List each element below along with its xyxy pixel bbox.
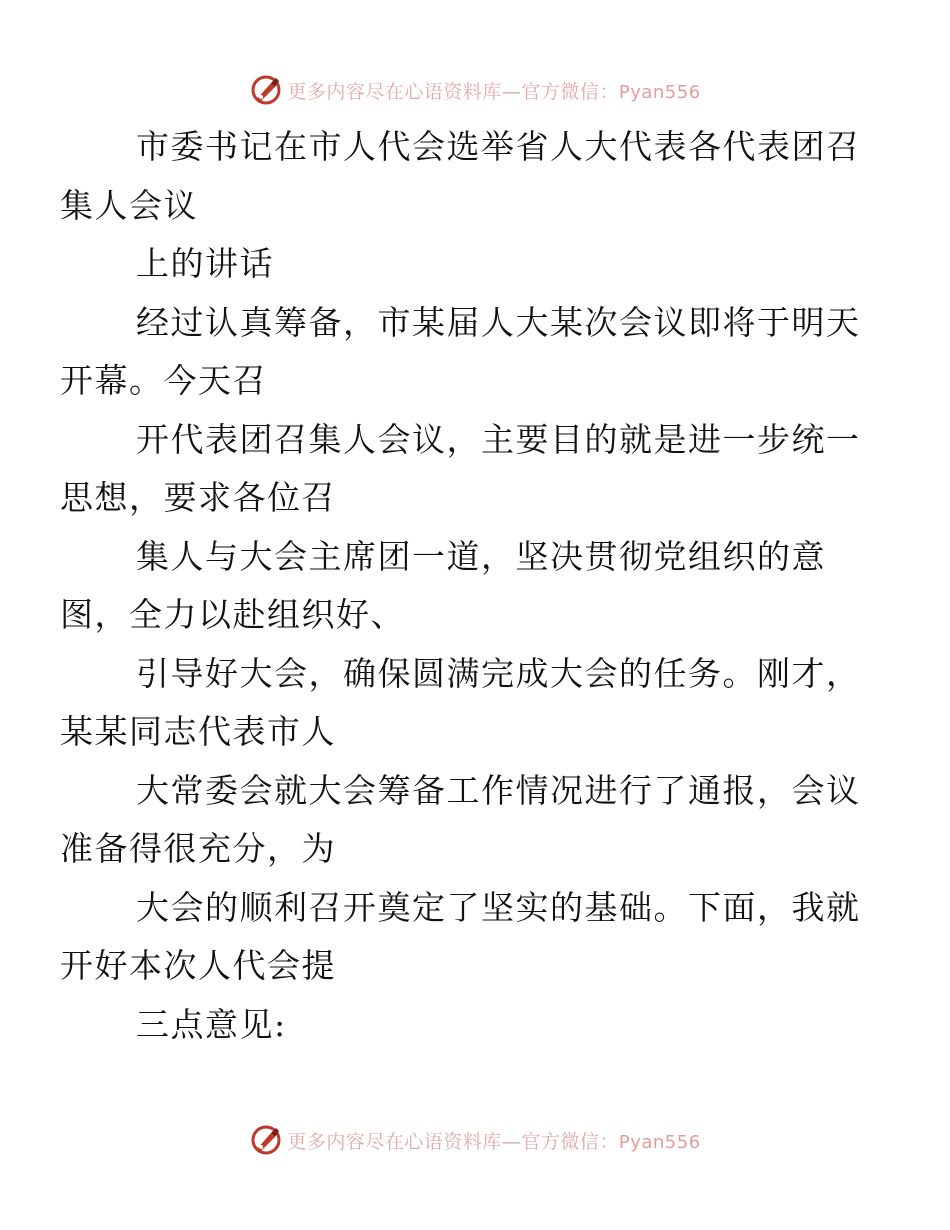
watermark-wechat-label: 官方微信： xyxy=(521,80,619,103)
paragraph-title-continued xyxy=(98,235,868,294)
paragraph-line: 集人与大会主席团一道，坚决贯彻党组织的意 xyxy=(136,536,826,576)
pen-logo-icon xyxy=(249,1123,283,1157)
paragraph-line: 经过认真筹备，市某届人大某次会议即将于明天 xyxy=(136,302,861,342)
paragraph xyxy=(60,294,868,411)
watermark-text xyxy=(287,1127,700,1154)
paragraph-line: 思想，要求各位召 xyxy=(60,478,336,517)
paragraph xyxy=(60,645,868,762)
paragraph xyxy=(60,879,868,996)
paragraph-title xyxy=(60,118,868,235)
paragraph-line: 引导好大会，确保圆满完成大会的任务。刚才， xyxy=(136,653,861,693)
paragraph-line: 集人会议 xyxy=(60,185,198,225)
paragraph-line: 大会的顺利召开奠定了坚实的基础。下面，我就 xyxy=(136,887,861,927)
pen-logo-icon xyxy=(249,73,283,107)
watermark-banner-bottom xyxy=(0,1120,950,1160)
watermark-text xyxy=(287,77,700,104)
watermark-wechat-label: 官方微信： xyxy=(521,1130,619,1153)
watermark-main-text: 更多内容尽在心语资料库 xyxy=(287,80,502,103)
paragraph xyxy=(98,996,868,1055)
watermark-separator: — xyxy=(501,1130,522,1153)
paragraph-line: 三点意见: xyxy=(136,1004,287,1044)
paragraph-line: 图，全力以赴组织好、 xyxy=(60,595,405,634)
watermark-main-text: 更多内容尽在心语资料库 xyxy=(287,1130,502,1153)
paragraph-line: 准备得很充分，为 xyxy=(60,829,336,868)
paragraph xyxy=(60,762,868,879)
paragraph-line: 上的讲话 xyxy=(136,244,274,283)
paragraph xyxy=(60,411,868,528)
paragraph-line: 开好本次人代会提 xyxy=(60,946,336,985)
paragraph xyxy=(60,528,868,645)
watermark-banner-top xyxy=(0,70,950,110)
paragraph-line: 开代表团召集人会议，主要目的就是进一步统一 xyxy=(136,419,861,459)
watermark-separator: — xyxy=(501,80,522,103)
document-body xyxy=(60,118,868,1054)
watermark-wechat-handle: Pyan556 xyxy=(618,81,701,103)
paragraph-line: 开幕。今天召 xyxy=(60,361,267,400)
paragraph-line: 市委书记在市人代会选举省人大代表各代表团召 xyxy=(136,127,861,166)
paragraph-line: 某某同志代表市人 xyxy=(60,712,336,751)
paragraph-line: 大常委会就大会筹备工作情况进行了通报，会议 xyxy=(136,770,861,810)
watermark-wechat-handle: Pyan556 xyxy=(618,1131,701,1153)
